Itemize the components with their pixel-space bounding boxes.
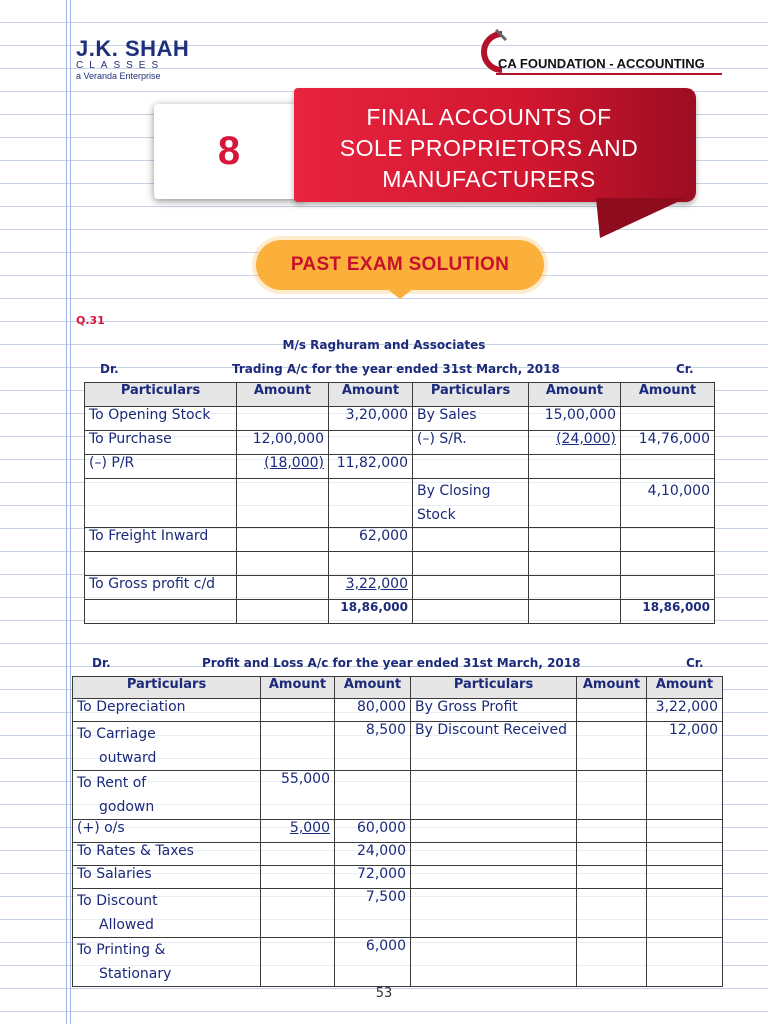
trading-dr-label: Dr. [100,362,119,376]
table-row [73,820,723,843]
table-cell: By Sales [413,407,529,431]
table-cell [237,576,329,600]
table-cell [577,722,647,771]
table-cell [529,600,621,624]
table-cell: 55,000 [261,771,335,820]
total-amount: 18,86,000 [621,600,715,624]
pl-dr-label: Dr. [92,656,111,670]
cell-line: To Discount [77,893,158,909]
section-label: PAST EXAM SOLUTION [290,254,510,275]
cell-line: Stock [417,507,456,523]
trading-title: Trading A/c for the year ended 31st March, 2018 [232,362,560,376]
pl-title: Profit and Loss A/c for the year ended 31st March, 2018 [202,656,581,670]
table-cell: 80,000 [335,699,411,722]
table-cell: 12,00,000 [237,431,329,455]
column-header: Amount [647,677,723,699]
table-cell [647,938,723,987]
table-cell [261,866,335,889]
table-cell [577,699,647,722]
table-row [85,431,715,455]
table-cell [261,843,335,866]
column-header: Amount [329,383,413,407]
table-cell: 62,000 [329,528,413,552]
table-cell: By Discount Received [411,722,577,771]
table-cell [577,771,647,820]
table-cell [413,528,529,552]
table-cell: To Salaries [73,866,261,889]
table-cell [261,889,335,938]
table-cell [237,552,329,576]
table-cell: To Purchase [85,431,237,455]
table-row [85,552,715,576]
notebook-margin-line [66,0,67,1024]
underlined-amount: 5,000 [289,820,330,836]
table-row [73,699,723,722]
table-total-row [85,600,715,624]
table-cell [85,600,237,624]
table-cell [411,771,577,820]
table-cell: 3,20,000 [329,407,413,431]
table-cell [85,479,237,528]
table-row [73,889,723,938]
table-cell: 72,000 [335,866,411,889]
table-cell [647,771,723,820]
table-cell: 60,000 [335,820,411,843]
table-cell [647,843,723,866]
column-header: Amount [261,677,335,699]
table-cell [261,722,335,771]
column-header: Amount [577,677,647,699]
table-cell [577,843,647,866]
table-cell [529,479,621,528]
table-cell [577,889,647,938]
column-header: Amount [621,383,715,407]
table-cell [413,455,529,479]
cell-line: godown [99,799,155,815]
ca-foundation-logo [472,26,724,76]
table-cell [577,938,647,987]
table-cell [329,479,413,528]
table-cell: To Opening Stock [85,407,237,431]
table-cell [647,820,723,843]
table-cell: 15,00,000 [529,407,621,431]
table-cell: 11,82,000 [329,455,413,479]
chapter-title-line: SOLE PROPRIETORS AND [339,135,639,161]
column-header: Particulars [73,677,261,699]
table-cell [85,552,237,576]
column-header: Amount [529,383,621,407]
table-cell [413,600,529,624]
table-cell [261,820,335,843]
table-cell [529,528,621,552]
table-cell [237,455,329,479]
table-row [85,479,715,528]
table-row [73,771,723,820]
chapter-number-box [154,104,304,199]
table-cell [411,843,577,866]
table-cell [413,552,529,576]
table-cell: By Gross Profit [411,699,577,722]
banner-ribbon-tail [596,198,686,240]
table-cell [413,576,529,600]
table-header-row [73,677,723,699]
underlined-amount: 3,22,000 [345,576,408,592]
table-cell [577,820,647,843]
table-cell [411,866,577,889]
table-cell [621,576,715,600]
cell-line: To Printing & [77,942,166,958]
table-cell: (+) o/s [73,820,261,843]
cell-line: By Closing [417,483,491,499]
table-cell [237,479,329,528]
column-header: Particulars [411,677,577,699]
table-cell [261,699,335,722]
table-row [73,938,723,987]
cell-line: Allowed [99,917,154,933]
trading-account-table [84,382,715,624]
table-cell [529,552,621,576]
table-cell [329,552,413,576]
pill-pointer [386,288,414,300]
table-cell: To Freight Inward [85,528,237,552]
table-cell [237,528,329,552]
table-cell [647,889,723,938]
table-cell [335,771,411,820]
cell-line: outward [99,750,157,766]
underlined-amount: (18,000) [264,455,324,471]
table-cell: 7,500 [335,889,411,938]
table-cell: 3,22,000 [647,699,723,722]
notebook-margin-line [70,0,71,1024]
table-cell [237,600,329,624]
course-label: CA FOUNDATION - ACCOUNTING [498,56,705,71]
table-row [73,866,723,889]
chapter-title-banner [294,88,696,202]
table-cell [529,455,621,479]
chapter-title [294,102,684,195]
table-cell [329,576,413,600]
cell-line: To Carriage [77,726,156,742]
column-header: Particulars [85,383,237,407]
table-cell [621,455,715,479]
profit-loss-table [72,676,723,987]
table-cell: 6,000 [335,938,411,987]
table-cell: To Depreciation [73,699,261,722]
table-cell: 24,000 [335,843,411,866]
table-cell [411,820,577,843]
brand-name: J.K. SHAH [76,36,190,61]
table-row [85,528,715,552]
jk-shah-logo [76,38,189,82]
page-number: 53 [375,986,393,1001]
table-cell [73,938,261,987]
table-cell [621,407,715,431]
table-cell [577,866,647,889]
table-cell: To Rates & Taxes [73,843,261,866]
course-underline [496,73,722,75]
total-amount: 18,86,000 [329,600,413,624]
brand-sub: CLASSES [76,60,165,71]
question-number: Q.31 [76,314,105,327]
past-exam-label-pill [256,240,544,290]
table-row [85,455,715,479]
table-cell: 8,500 [335,722,411,771]
brand-enterprise: a Veranda Enterprise [76,71,161,81]
table-cell [529,576,621,600]
table-cell: 4,10,000 [621,479,715,528]
column-header: Amount [335,677,411,699]
table-cell [621,528,715,552]
table-cell [237,407,329,431]
pl-cr-label: Cr. [686,656,704,670]
underlined-amount: (24,000) [556,431,616,447]
chapter-title-line: FINAL ACCOUNTS OF [366,104,612,130]
table-cell [73,722,261,771]
table-cell: To Gross profit c/d [85,576,237,600]
cell-line: To Rent of [77,775,147,791]
table-row [85,407,715,431]
column-header: Amount [237,383,329,407]
chapter-title-line: MANUFACTURERS [382,166,596,192]
chapter-number: 8 [217,129,241,173]
table-cell [647,866,723,889]
table-row [85,576,715,600]
table-cell: (–) P/R [85,455,237,479]
table-header-row [85,383,715,407]
firm-name: M/s Raghuram and Associates [282,338,486,352]
trading-cr-label: Cr. [676,362,694,376]
table-cell [621,552,715,576]
table-cell [529,431,621,455]
table-cell [73,771,261,820]
table-cell: 14,76,000 [621,431,715,455]
table-row [73,722,723,771]
table-cell [261,938,335,987]
table-cell [413,479,529,528]
table-cell: 12,000 [647,722,723,771]
table-cell [329,431,413,455]
column-header: Particulars [413,383,529,407]
table-row [73,843,723,866]
table-cell: (–) S/R. [413,431,529,455]
table-cell [411,938,577,987]
table-cell [411,889,577,938]
table-cell [73,889,261,938]
cell-line: Stationary [99,966,172,982]
